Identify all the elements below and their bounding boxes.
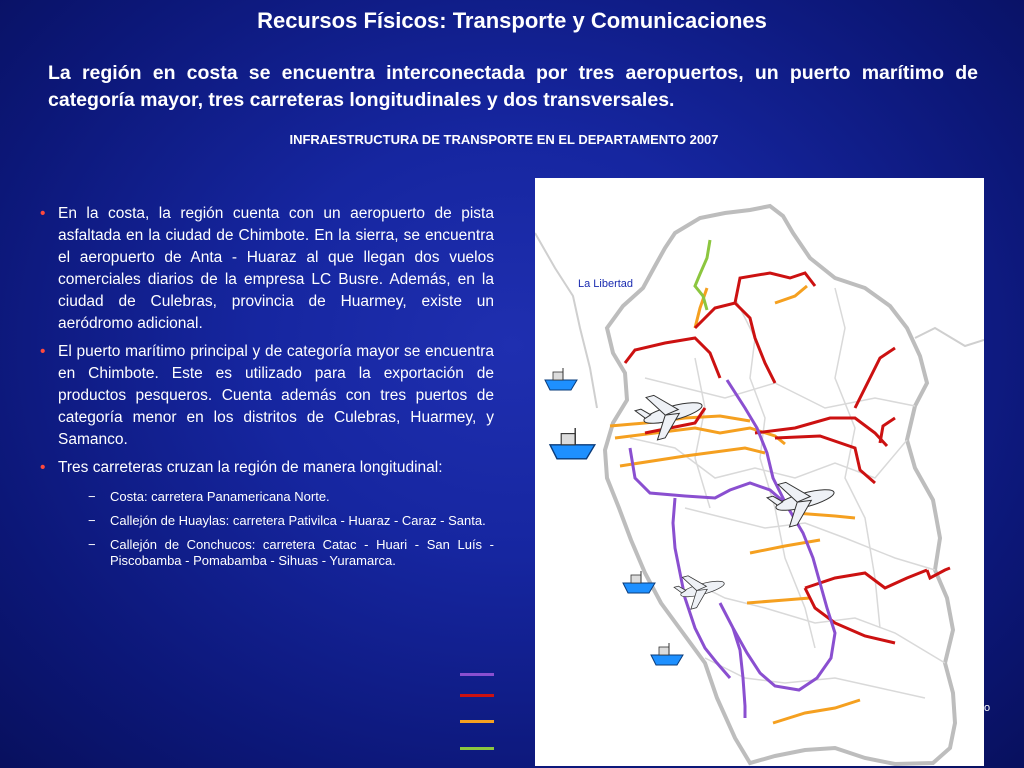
map-label-la-libertad: La Libertad <box>578 278 634 290</box>
ship-icon <box>651 643 683 665</box>
transport-map <box>535 178 984 766</box>
bullet-marker: • <box>40 459 46 476</box>
slide-title: Recursos Físicos: Transporte y Comunicaciones <box>257 8 767 33</box>
legend-line-orange <box>460 720 494 723</box>
neighbor-boundary <box>915 328 984 346</box>
ship-icon <box>550 428 595 459</box>
legend-line-green <box>460 747 494 750</box>
bullet-item <box>38 341 494 451</box>
sub-bullet-text: Callejón de Huaylas: carretera Pativilca - Huaraz - Caraz - Santa. <box>110 513 486 528</box>
bullet-item <box>38 203 494 335</box>
bullet-marker: • <box>40 343 46 360</box>
map-subtitle: INFRAESTRUCTURA DE TRANSPORTE EN EL DEPARTAMENTO 2007 <box>289 132 719 147</box>
sub-bullet-text: Callejón de Conchucos: carretera Catac - Huari - San Luís - Piscobamba - Pomabamba - Sihuas - Yuramarca. <box>110 537 494 568</box>
bullet-list <box>38 203 494 577</box>
legend-line-purple <box>460 673 494 676</box>
sub-bullet-item <box>38 513 494 529</box>
bullet-text: En la costa, la región cuenta con un aeropuerto de pista asfaltada en la ciudad de Chimbote. En la sierra, se encuentra el aeropuerto de Anta - Huaraz al que llegan dos vuelos comerciales diarios de la empresa LC Busre. Además, en la ciudad de Culebras, provincia de Huarmey, existe un aeródromo adicional. <box>58 205 494 332</box>
bullet-text: Tres carreteras cruzan la región de manera longitudinal: <box>58 459 443 476</box>
sub-bullet-marker: − <box>88 489 96 504</box>
sub-bullet-text: Costa: carretera Panamericana Norte. <box>110 489 330 504</box>
legend-line-red <box>460 694 494 697</box>
sub-bullet-marker: − <box>88 537 96 552</box>
map-svg <box>535 178 984 766</box>
bullet-marker: • <box>40 205 46 222</box>
bullet-item <box>38 457 494 479</box>
edge-text: o <box>984 702 991 714</box>
intro-paragraph: La región en costa se encuentra interconectada por tres aeropuertos, un puerto marítimo de categoría mayor, tres carreteras longitudinales y dos transversales. <box>48 62 978 111</box>
sub-bullet-item <box>38 489 494 505</box>
sub-bullet-item <box>38 537 494 569</box>
sub-bullet-marker: − <box>88 513 96 528</box>
ship-icon <box>545 368 577 390</box>
bullet-text: El puerto marítimo principal y de categoría mayor se encuentra en Chimbote. Este es utilizado para la exportación de productos pesqueros. Cuenta además con tres puertos de categoría menor en los distritos de Culebras, Huarmey, y Samanco. <box>58 343 494 448</box>
